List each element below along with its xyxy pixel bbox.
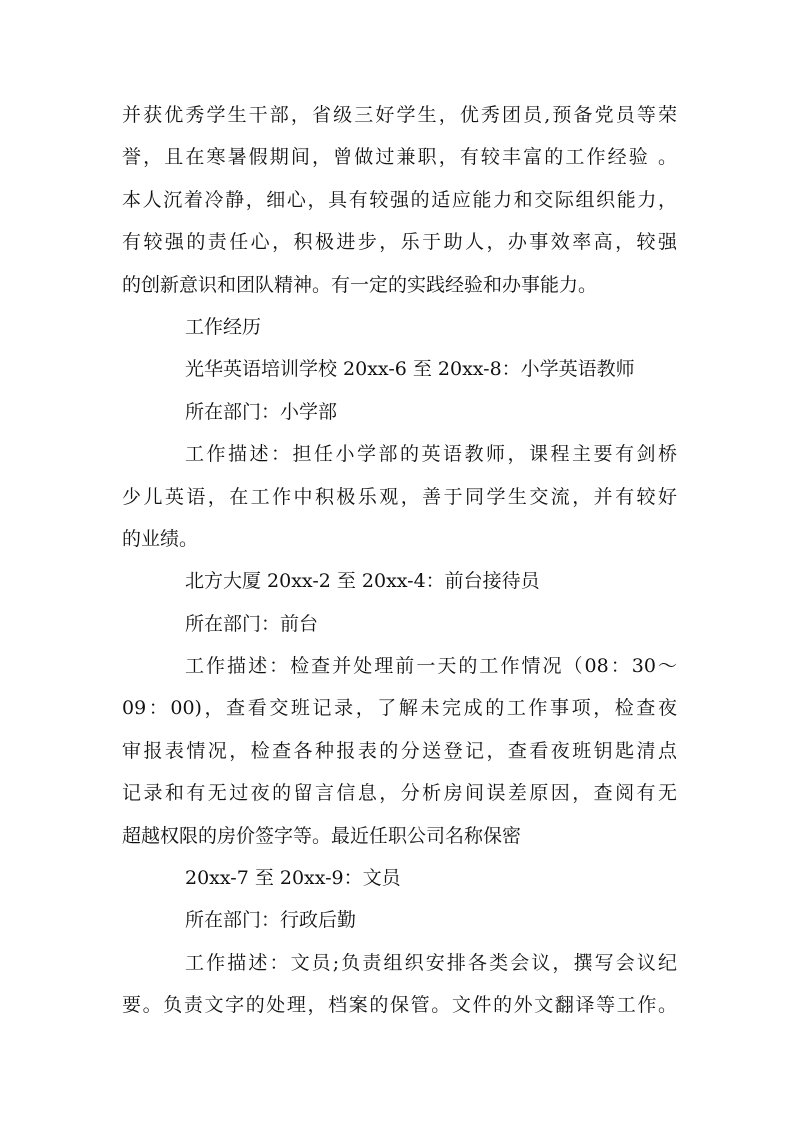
text-line: 工作描述：文员;负责组织安排各类会议，撰写会议纪	[185, 951, 677, 974]
text-line: 少儿英语，在工作中积极乐观，善于同学生交流，并有较好	[122, 485, 677, 508]
text-line: 光华英语培训学校 20xx-6 至 20xx-8：小学英语教师	[185, 358, 635, 381]
text-line: 09：00)，查看交班记录，了解未完成的工作事项，检查夜	[122, 697, 677, 720]
text-line: 北方大厦 20xx-2 至 20xx-4：前台接待员	[185, 570, 540, 593]
text-line: 审报表情况，检查各种报表的分送登记，查看夜班钥匙清点	[122, 739, 677, 762]
text-line: 誉，且在寒暑假期间，曾做过兼职，有较丰富的工作经验 。	[122, 146, 677, 169]
document-body	[122, 94, 677, 1027]
text-line: 所在部门：前台	[185, 612, 319, 635]
text-line: 有较强的责任心，积极进步，乐于助人，办事效率高，较强	[122, 231, 677, 254]
text-line: 所在部门：小学部	[185, 400, 338, 423]
text-line: 工作经历	[185, 315, 262, 338]
text-line: 20xx-7 至 20xx-9：文员	[185, 867, 401, 890]
text-line: 超越权限的房价签字等。最近任职公司名称保密	[122, 824, 522, 847]
text-line: 本人沉着冷静，细心，具有较强的适应能力和交际组织能力，	[122, 188, 677, 211]
text-line: 工作描述：担任小学部的英语教师，课程主要有剑桥	[185, 443, 677, 466]
text-line: 工作描述：检查并处理前一天的工作情况（08：30～	[185, 655, 677, 678]
text-line: 的创新意识和团队精神。有一定的实践经验和办事能力。	[122, 273, 598, 296]
text-line: 并获优秀学生干部，省级三好学生，优秀团员,预备党员等荣	[122, 104, 677, 126]
text-line: 记录和有无过夜的留言信息，分析房间误差原因，查阅有无	[122, 782, 677, 805]
text-line: 要。负责文字的处理，档案的保管。文件的外文翻译等工作。	[122, 994, 677, 1017]
text-line: 所在部门：行政后勤	[185, 909, 357, 932]
text-line: 的业绩。	[122, 527, 199, 550]
